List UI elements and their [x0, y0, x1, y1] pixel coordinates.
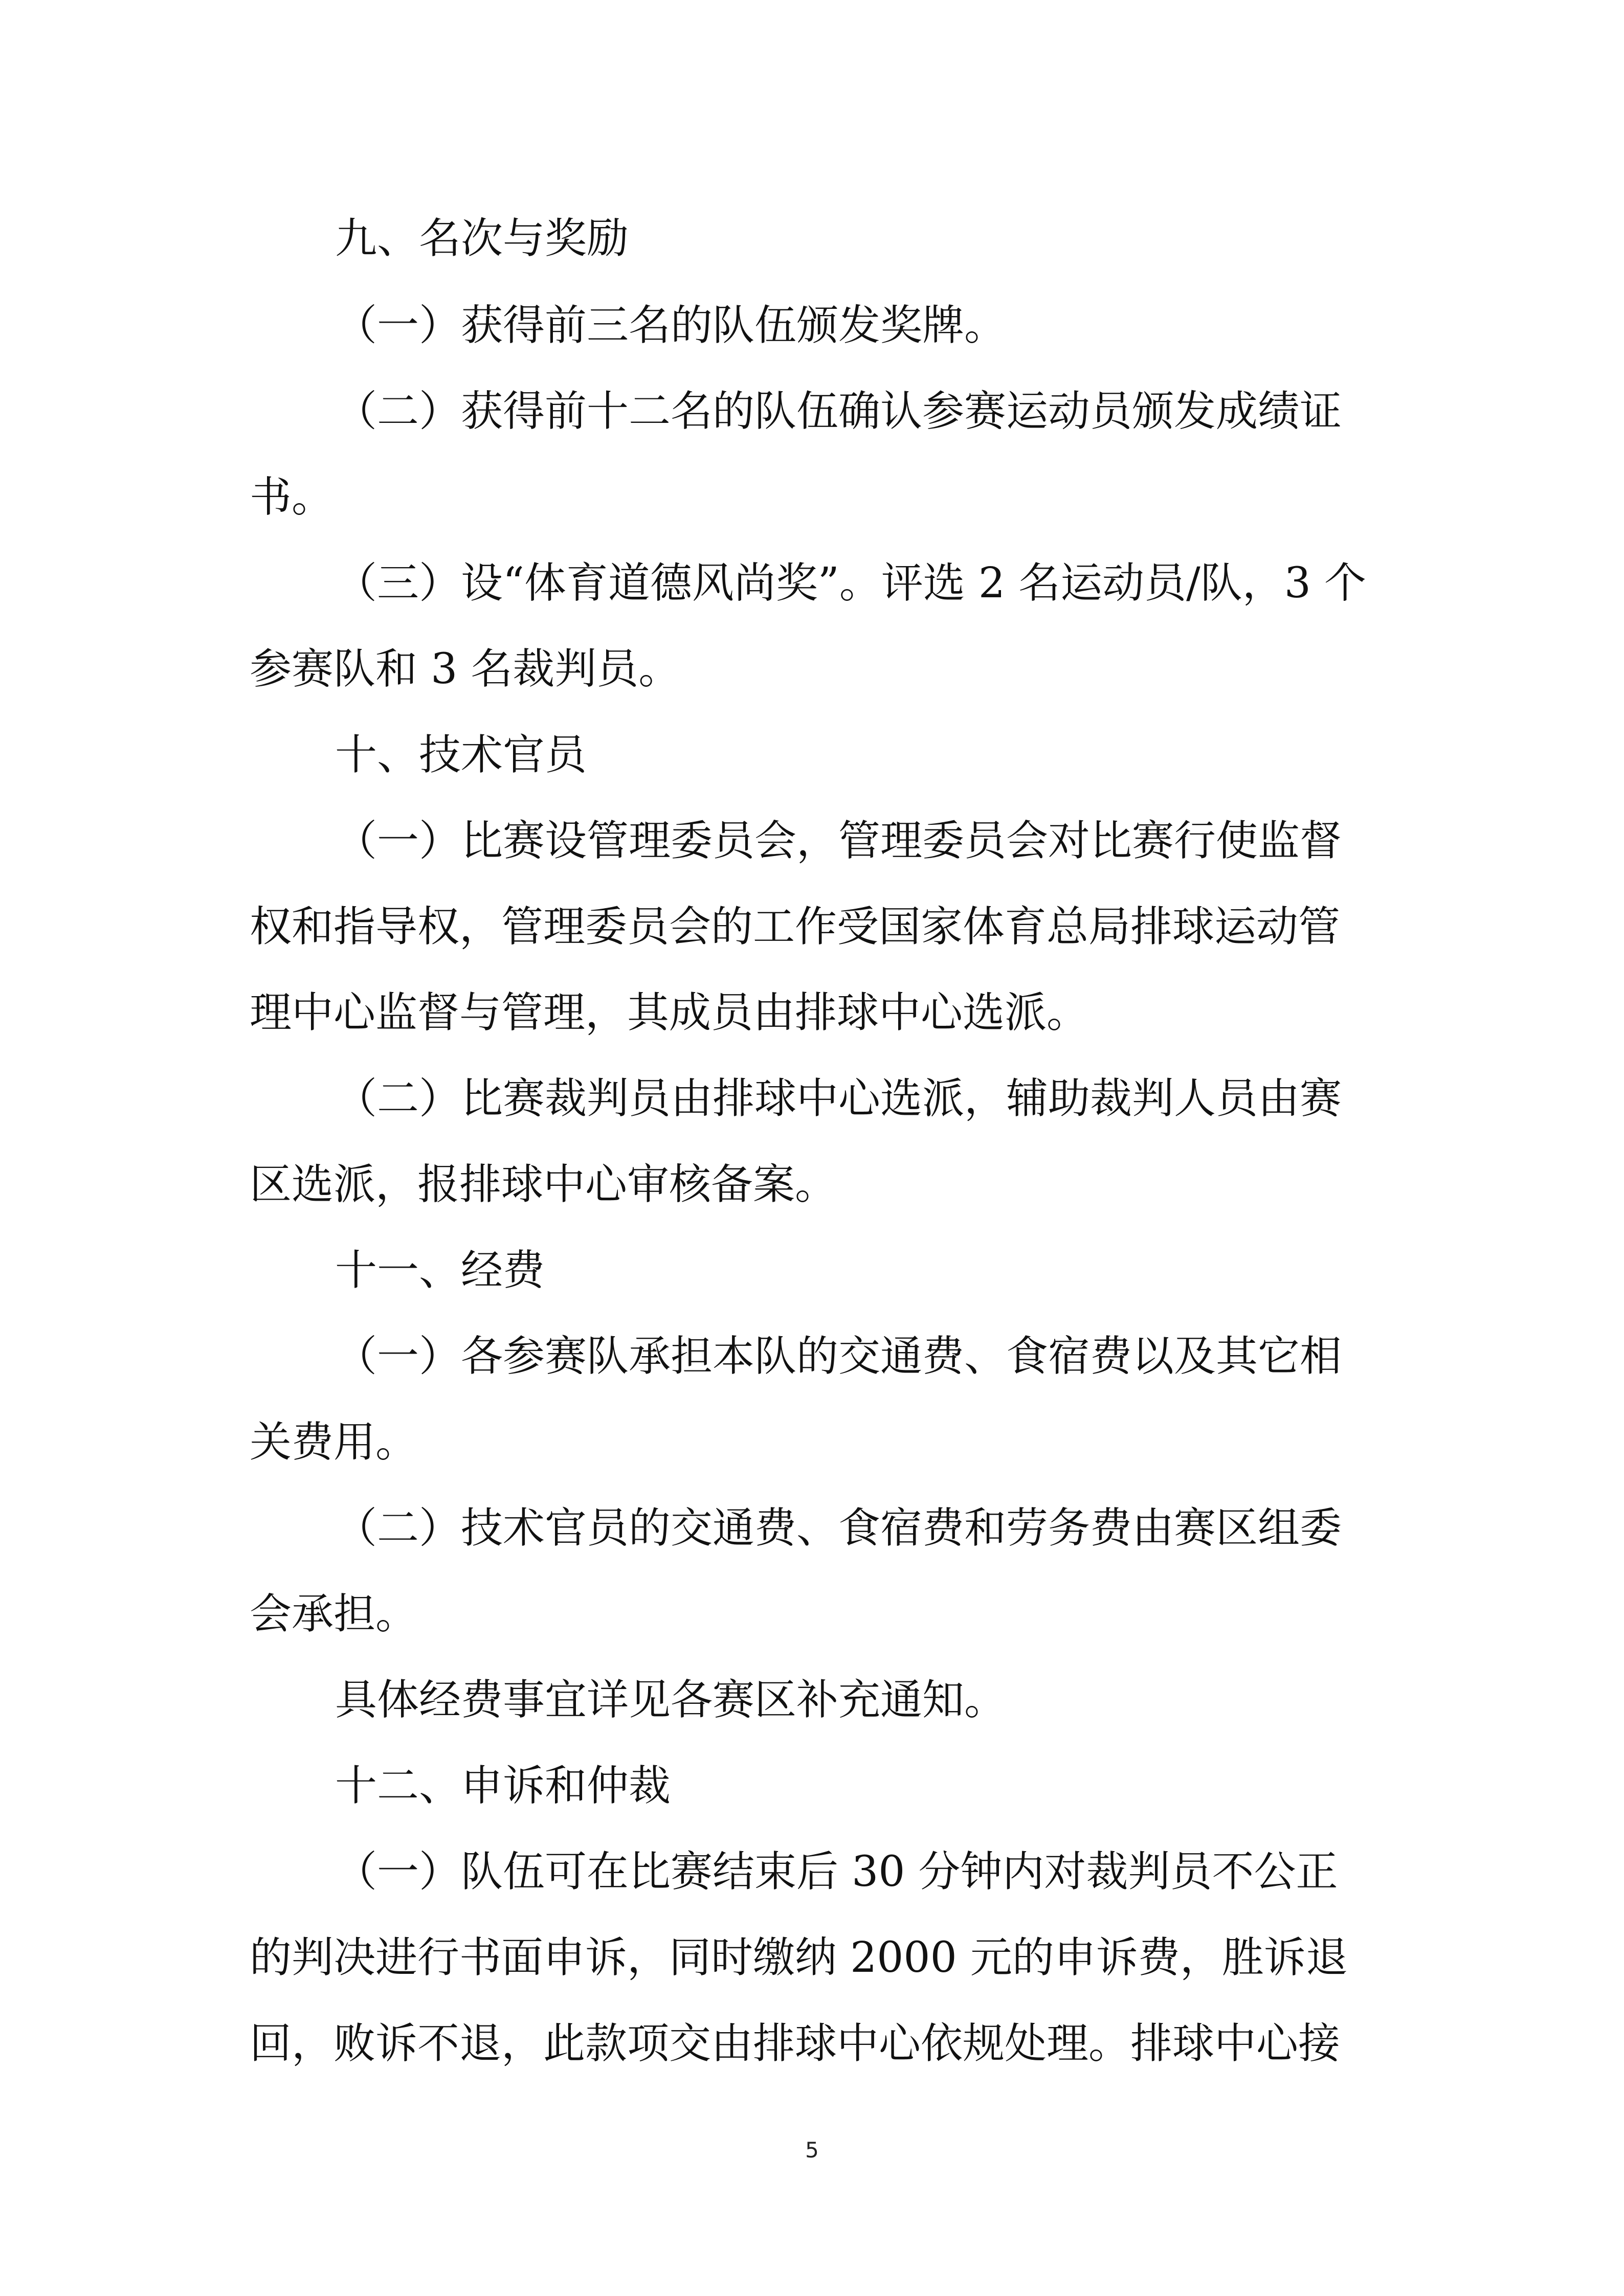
paragraph-line: 的判决进行书面申诉，同时缴纳 2000 元的申诉费，胜诉退: [250, 1933, 1348, 1982]
paragraph-line: 书。: [250, 473, 334, 522]
paragraph-line: 具体经费事宜详见各赛区补充通知。: [335, 1676, 1007, 1724]
paragraph-line: 回，败诉不退，此款项交由排球中心依规处理。排球中心接: [250, 2019, 1341, 2068]
paragraph-line: （二）技术官员的交通费、食宿费和劳务费由赛区组委: [335, 1504, 1342, 1552]
paragraph-line: （二）获得前十二名的队伍确认参赛运动员颁发成绩证: [335, 387, 1342, 436]
paragraph-line: 参赛队和 3 名裁判员。: [250, 645, 681, 693]
paragraph-line: （二）比赛裁判员由排球中心选派，辅助裁判人员由赛: [335, 1074, 1342, 1123]
paragraph-line: 关费用。: [250, 1418, 418, 1467]
section-heading: 九、名次与奖励: [335, 214, 629, 263]
paragraph-line: （一）获得前三名的队伍颁发奖牌。: [335, 301, 1007, 350]
paragraph-line: 权和指导权，管理委员会的工作受国家体育总局排球运动管: [250, 903, 1341, 951]
paragraph-line: （三）设“体育道德风尚奖”。评选 2 名运动员/队，3 个: [335, 559, 1367, 607]
section-heading: 十、技术官员: [335, 731, 587, 779]
paragraph-line: 理中心监督与管理，其成员由排球中心选派。: [250, 988, 1089, 1037]
paragraph-line: 会承担。: [250, 1590, 418, 1638]
paragraph-line: （一）各参赛队承担本队的交通费、食宿费以及其它相: [335, 1332, 1342, 1381]
paragraph-line: 区选派，报排球中心审核备案。: [250, 1160, 837, 1209]
section-heading: 十二、申诉和仲裁: [335, 1762, 671, 1810]
page-number: 5: [805, 2137, 819, 2163]
section-heading: 十一、经费: [335, 1246, 545, 1295]
paragraph-line: （一）比赛设管理委员会，管理委员会对比赛行使监督: [335, 817, 1342, 865]
paragraph-line: （一）队伍可在比赛结束后 30 分钟内对裁判员不公正: [335, 1848, 1338, 1896]
